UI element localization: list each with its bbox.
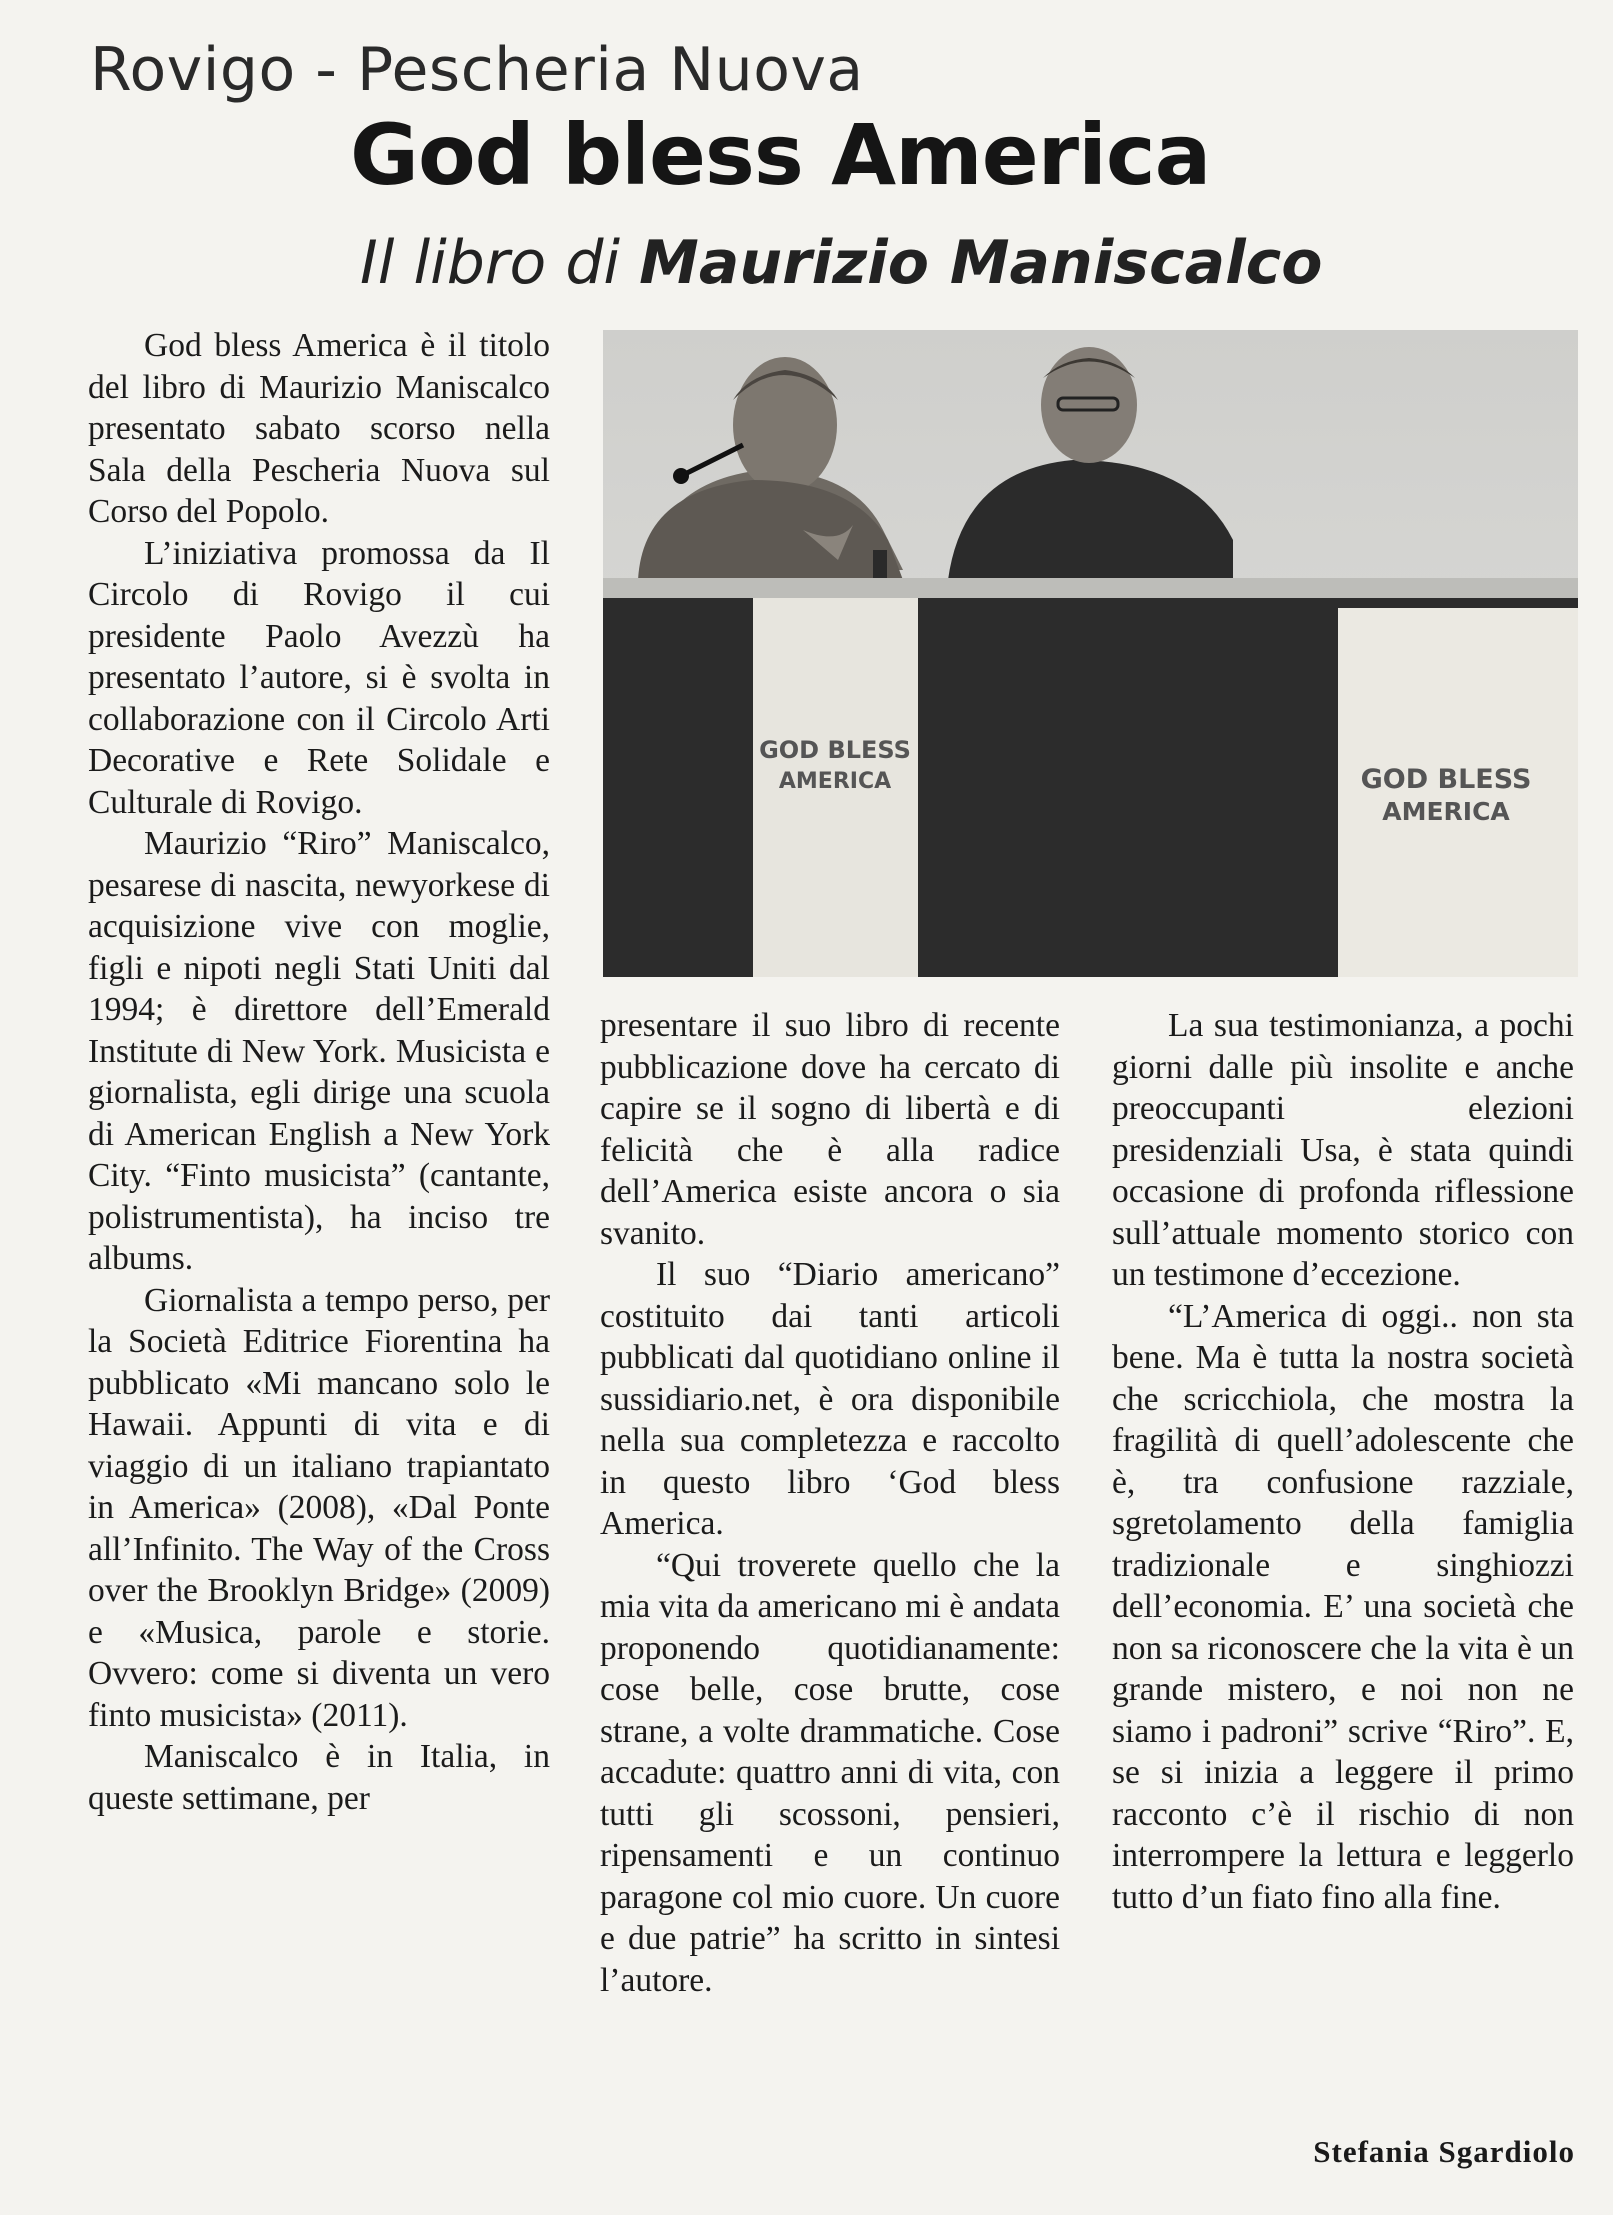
paragraph: Maniscalco è in Italia, in queste settimane, per: [88, 1738, 550, 1817]
sign-left-line2: AMERICA: [778, 769, 892, 794]
article-column-3: [1112, 1005, 1574, 2125]
sign-right-line1: GOD BLESS: [1360, 764, 1532, 795]
paragraph-continued: presentare il suo libro di recente pubblicazione dove ha cercato di capire se il sogno di libertà e di felicità che è alla radice dell’America esiste ancora o sia svanito.: [600, 1007, 1060, 1252]
subtitle-prefix: Il libro di: [360, 228, 621, 298]
headline: God bless America: [350, 106, 1211, 204]
paragraph: Il suo “Diario americano” costituito dai tanti articoli pubblicati dal quotidiano online il sussidiario.net, è ora disponibile nella sua completezza e raccolto in questo libro ‘God bless America.: [600, 1256, 1060, 1542]
sign-right-line2: AMERICA: [1382, 797, 1510, 826]
paragraph: “Qui troverete quello che la mia vita da americano mi è andata proponendo quotidianamente: cose belle, cose brutte, cose strane, a volte drammatiche. Cose accadute: quattro anni di vita, con tutti gli scossoni, pensieri, ripensamenti e un continuo paragone col mio cuore. Un cuore e due patrie” ha scritto in sintesi l’autore.: [600, 1546, 1060, 1999]
kicker: Rovigo - Pescheria Nuova: [90, 35, 864, 105]
paragraph: L’iniziativa promossa da Il Circolo di Rovigo il cui presidente Paolo Avezzù ha presentato l’autore, si è svolta in collaborazione con il Circolo Arti Decorative e Rete Solidale e Culturale di Rovigo.: [88, 534, 550, 821]
paragraph: “L’America di oggi.. non sta bene. Ma è tutta la nostra società che scricchiola, che mostra la fragilità di quell’adolescente che è, tra confusione razziale, sgretolamento della famiglia tradizionale e singhiozzi dell’economia. E’ una società che non sa riconoscere che la vita è un grande mistero, e noi non ne siamo i padroni” scrive “Riro”. E, se si inizia a leggere il primo racconto c’è il rischio di non interrompere la lettura e leggerlo tutto d’un fiato fino alla fine.: [1112, 1297, 1574, 1916]
article-column-2: [600, 1005, 1060, 2165]
sign-left: [753, 598, 918, 977]
paragraph: Giornalista a tempo perso, per la Società Editrice Fiorentina ha pubblicato «Mi mancano solo le Hawaii. Appunti di vita e di viaggio di un italiano trapiantato in America» (2008), «Dal Ponte all’Infinito. The Way of the Cross over the Brooklyn Bridge» (2009) e «Musica, parole e storie. Ovvero: come si diventa un vero finto musicista» (2011).: [88, 1281, 550, 1734]
paragraph: God bless America è il titolo del libro di Maurizio Maniscalco presentato sabato scorso nella Sala della Pescheria Nuova sul Corso del Popolo.: [88, 327, 550, 530]
paragraph: La sua testimonianza, a pochi giorni dalle più insolite e anche preoccupanti elezioni presidenziali Usa, è stata quindi occasione di profonda riflessione sull’attuale momento storico con un testimone d’eccezione.: [1112, 1007, 1574, 1293]
subtitle: [360, 218, 1360, 308]
sign-right: [1338, 608, 1578, 977]
sign-left-line1: GOD BLESS: [759, 736, 911, 764]
paragraph: Maurizio “Riro” Maniscalco, pesarese di nascita, newyorkese di acquisizione vive con moglie, figli e nipoti negli Stati Uniti dal 1994; è direttore dell’Emerald Institute di New York. Musicista e giornalista, egli dirige una scuola di American English a New York City. “Finto musicista” (cantante, polistrumentista), ha inciso tre albums.: [88, 825, 550, 1277]
article-photo: [603, 330, 1578, 977]
subtitle-author: Maurizio Maniscalco: [639, 228, 1323, 298]
byline: Stefania Sgardiolo: [1313, 2134, 1575, 2169]
article-column-1: [88, 325, 550, 2165]
